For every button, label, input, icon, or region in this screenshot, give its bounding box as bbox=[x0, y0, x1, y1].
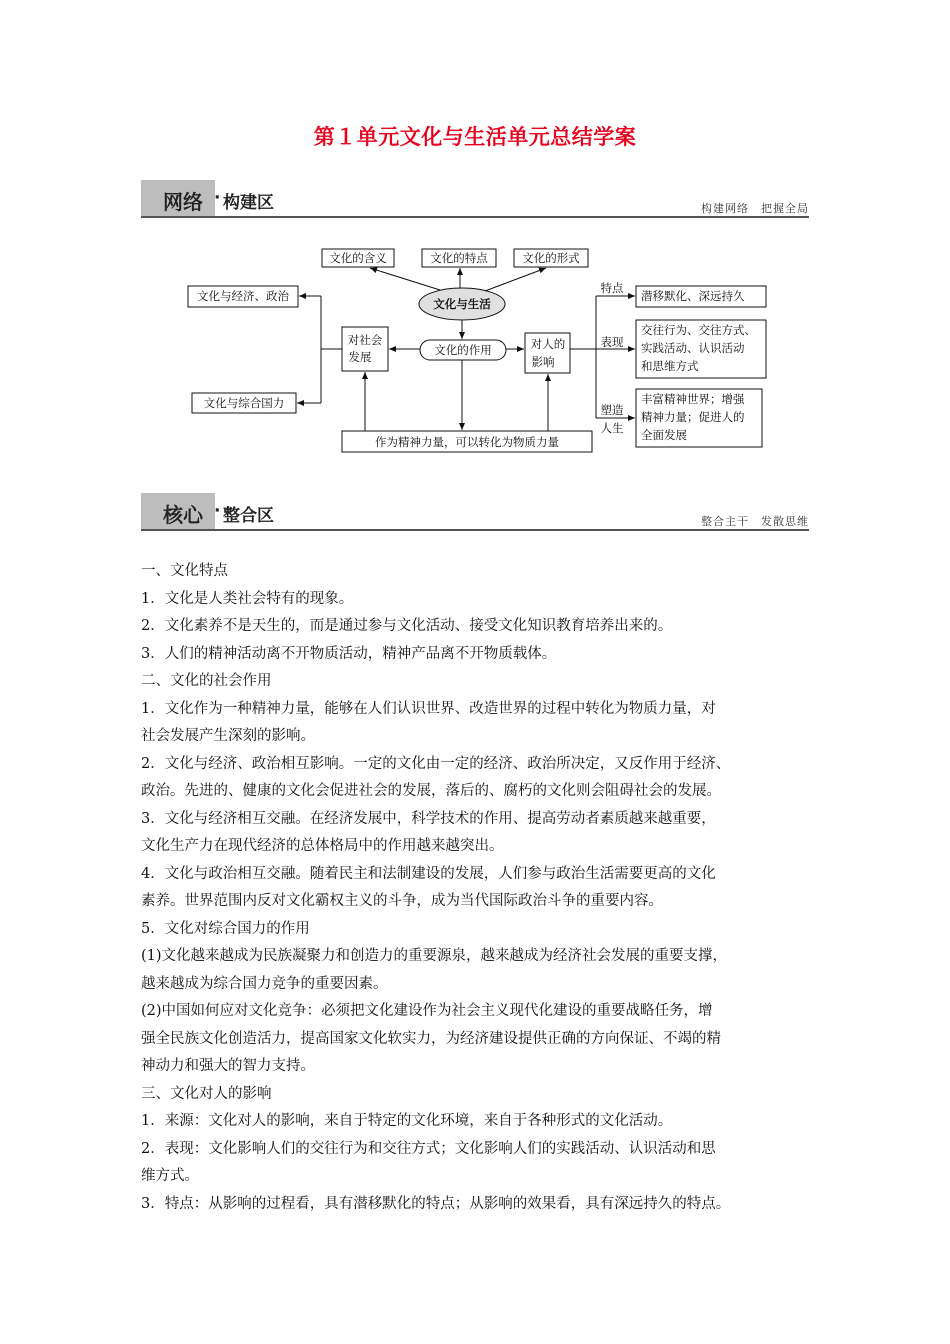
concept-map bbox=[0, 0, 950, 470]
text-line: 4．文化与政治相互交融。随着民主和法制建设的发展，人们参与政治生活需要更高的文化 bbox=[141, 865, 716, 882]
label-bottom: 作为精神力量，可以转化为物质力量 bbox=[375, 435, 559, 449]
text-line: 政治。先进的、健康的文化会促进社会的发展，落后的、腐朽的文化则会阻碍社会的发展。 bbox=[141, 783, 721, 799]
label-center: 文化与生活 bbox=[433, 297, 491, 311]
text-line: 3．人们的精神活动离不开物质活动，精神产品离不开物质载体。 bbox=[141, 645, 557, 662]
text-line: 文化生产力在现代经济的总体格局中的作用越来越突出。 bbox=[141, 838, 504, 854]
label-person-2: 影响 bbox=[531, 355, 555, 369]
text-line: 三、文化对人的影响 bbox=[141, 1085, 272, 1102]
section-dot: · bbox=[214, 501, 221, 521]
label-box-shape-2: 精神力量；促进人的 bbox=[641, 410, 745, 424]
text-line: 5．文化对综合国力的作用 bbox=[141, 920, 310, 937]
text-line: (2)中国如何应对文化竞争：必须把文化建设作为社会主义现代化建设的重要战略任务，增 bbox=[141, 1003, 713, 1019]
text-line: 3．特点：从影响的过程看，具有潜移默化的特点；从影响的效果看，具有深远持久的特点。 bbox=[141, 1195, 731, 1212]
text-line: 强全民族文化创造活力，提高国家文化软实力，为经济建设提供正确的方向保证、不竭的精 bbox=[141, 1030, 721, 1047]
text-line: 社会发展产生深刻的影响。 bbox=[141, 728, 315, 744]
text-line: 2．文化素养不是天生的，而是通过参与文化活动、接受文化知识教育培养出来的。 bbox=[141, 618, 673, 634]
label-role: 文化的作用 bbox=[434, 343, 492, 357]
text-line: (1)文化越来越成为民族凝聚力和创造力的重要源泉，越来越成为经济社会发展的重要支撑， bbox=[141, 948, 728, 964]
label-society-1: 对社会 bbox=[347, 333, 383, 347]
section-main-title: 网络 bbox=[163, 190, 203, 214]
section-dot: · bbox=[214, 188, 221, 208]
body-text bbox=[141, 558, 813, 1218]
label-feature-tag: 特点 bbox=[600, 281, 624, 295]
text-line: 神动力和强大的智力支持。 bbox=[141, 1058, 315, 1074]
text-line: 3．文化与经济相互交融。在经济发展中，科学技术的作用、提高劳动者素质越来越重要， bbox=[141, 810, 716, 827]
text-line: 2．表现：文化影响人们的交往行为和交往方式；文化影响人们的实践活动、认识活动和思 bbox=[141, 1140, 716, 1157]
section-header-core bbox=[141, 493, 809, 533]
label-econ-politics: 文化与经济、政治 bbox=[197, 289, 289, 303]
text-line: 素养。世界范围内反对文化霸权主义的斗争，成为当代国际政治斗争的重要内容。 bbox=[141, 893, 663, 909]
label-features: 文化的特点 bbox=[430, 251, 488, 265]
label-box-show-3: 和思维方式 bbox=[641, 359, 699, 373]
label-shape-tag-2: 人生 bbox=[600, 421, 624, 435]
section-sub-title: 整合区 bbox=[223, 506, 274, 526]
label-box-show-2: 实践活动、认识活动 bbox=[641, 341, 745, 355]
section-main-title: 核心 bbox=[163, 503, 203, 527]
label-shape-tag-1: 塑造 bbox=[600, 403, 624, 417]
text-line: 维方式。 bbox=[141, 1168, 199, 1184]
text-line: 越来越成为综合国力竞争的重要因素。 bbox=[141, 975, 388, 992]
label-meaning: 文化的含义 bbox=[329, 251, 387, 265]
label-society-2: 发展 bbox=[348, 350, 372, 364]
label-box-shape-3: 全面发展 bbox=[641, 428, 687, 442]
text-line: 1．来源：文化对人的影响，来自于特定的文化环境，来自于各种形式的文化活动。 bbox=[141, 1113, 673, 1129]
section-sub-title: 构建区 bbox=[223, 193, 274, 213]
section-divider bbox=[141, 529, 809, 531]
label-person-1: 对人的 bbox=[530, 337, 566, 351]
label-show-tag: 表现 bbox=[600, 335, 624, 349]
text-line: 二、文化的社会作用 bbox=[141, 673, 272, 689]
text-line: 1．文化是人类社会特有的现象。 bbox=[141, 590, 354, 607]
label-box-show-1: 交往行为、交往方式、 bbox=[641, 323, 756, 337]
page-title: 第１单元文化与生活单元总结学案 bbox=[313, 125, 637, 149]
label-forms: 文化的形式 bbox=[522, 251, 580, 265]
text-line: 一、文化特点 bbox=[141, 563, 228, 579]
label-box-feature: 潜移默化、深远持久 bbox=[641, 289, 745, 303]
text-line: 1．文化作为一种精神力量，能够在人们认识世界、改造世界的过程中转化为物质力量，对 bbox=[141, 700, 716, 717]
section-slogan: 整合主干 发散思维 bbox=[701, 515, 809, 528]
label-box-shape-1: 丰富精神世界；增强 bbox=[641, 392, 745, 406]
text-line: 2．文化与经济、政治相互影响。一定的文化由一定的经济、政治所决定，又反作用于经济、 bbox=[141, 755, 731, 772]
section-slogan: 构建网络 把握全局 bbox=[701, 202, 809, 215]
label-national-power: 文化与综合国力 bbox=[203, 396, 285, 410]
